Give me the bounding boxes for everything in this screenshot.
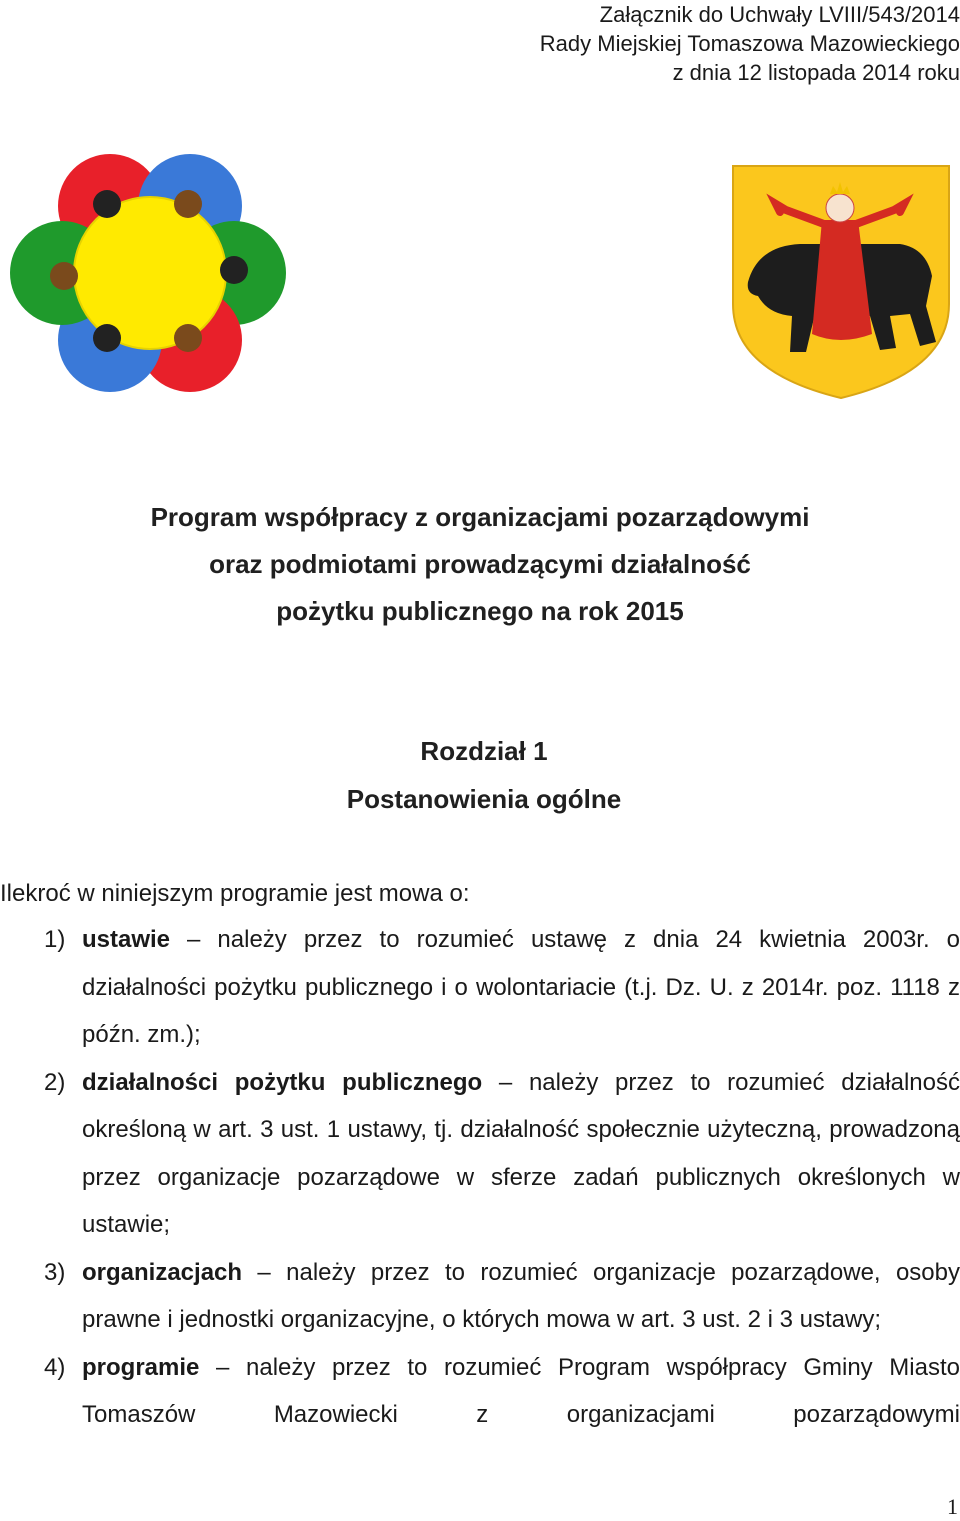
item-text: – należy przez to rozumieć organizacje pozarządowe, osoby prawne i jednostki organizacyjne, o których mowa w art. 3 ust. 2 i 3 ustawy;	[82, 1258, 960, 1333]
list-item	[0, 1059, 960, 1249]
item-number: 1)	[44, 926, 66, 953]
item-term: organizacjach	[82, 1258, 243, 1286]
item-body	[82, 1344, 960, 1439]
attachment-header	[260, 0, 960, 87]
list-item	[0, 1249, 960, 1344]
item-number: 4)	[44, 1353, 66, 1381]
flower-logo-icon	[8, 152, 290, 394]
definitions-list	[0, 916, 960, 1439]
header-line-1: Załącznik do Uchwały LVIII/543/2014	[599, 2, 960, 27]
item-term: programie	[82, 1353, 200, 1381]
item-text: – należy przez to rozumieć działalność określoną w art. 3 ust. 1 ustawy, tj. działalność społecznie użyteczną, prowadzoną przez organizacje pozarządowe w sferze zadań publicznych określonych w ustawie;	[82, 1068, 960, 1238]
document-title	[0, 494, 960, 635]
item-term: ustawie	[82, 926, 171, 953]
title-line-2: oraz podmiotami prowadzącymi działalność	[209, 549, 751, 579]
item-term: działalności pożytku publicznego	[82, 1068, 483, 1096]
item-number: 3)	[44, 1258, 66, 1286]
list-item	[0, 1344, 960, 1439]
list-item	[0, 916, 960, 1059]
header-line-3: z dnia 12 listopada 2014 roku	[672, 60, 960, 85]
item-body	[82, 1249, 960, 1344]
header-line-2: Rady Miejskiej Tomaszowa Mazowieckiego	[539, 31, 960, 56]
chapter-title: Postanowienia ogólne	[346, 784, 622, 814]
page-number: 1	[947, 1494, 958, 1519]
item-text: – należy przez to rozumieć Program współpracy Gminy Miasto Tomaszów Mazowiecki z organizacjami pozarządowymi	[82, 1353, 960, 1428]
item-body	[82, 1059, 960, 1249]
item-text: – należy przez to rozumieć ustawę z dnia 24 kwietnia 2003r. o działalności pożytku publicznego i o wolontariacie (t.j. Dz. U. z 2014r. poz. 1118 z późn. zm.);	[82, 926, 960, 1048]
chapter-heading	[0, 727, 960, 823]
intro-text: Ilekroć w niniejszym programie jest mowa o:	[0, 880, 470, 907]
chapter-number: Rozdział 1	[420, 736, 548, 766]
title-line-3: pożytku publicznego na rok 2015	[276, 596, 684, 626]
item-number: 2)	[44, 1068, 66, 1096]
item-body	[82, 916, 960, 1059]
title-line-1: Program współpracy z organizacjami pozarządowymi	[150, 502, 810, 532]
coat-of-arms-icon	[730, 164, 952, 400]
